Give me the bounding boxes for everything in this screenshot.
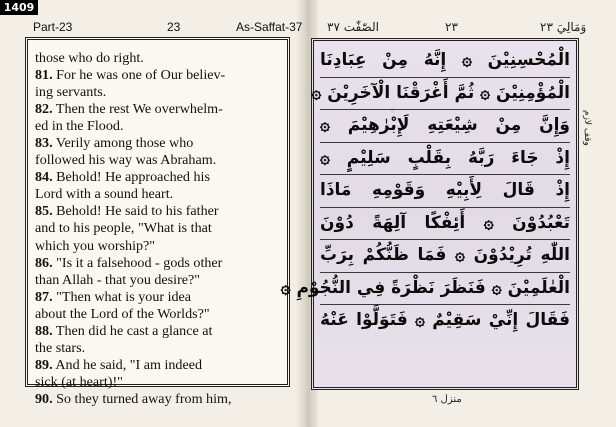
verse-number: 88. xyxy=(35,322,53,339)
translation-line xyxy=(35,67,282,84)
translation-line xyxy=(35,50,282,67)
translation-line xyxy=(35,220,282,237)
left-header-page-number: 23 xyxy=(167,20,181,34)
translation-line xyxy=(35,306,282,323)
arabic-line: الْمُؤْمِنِيْنَ ۞ ثُمَّ أَغْرَقْنَا الْآخَرِيْنَ ۞ xyxy=(320,78,570,111)
left-header-part: Part-23 xyxy=(33,20,73,34)
verse-text: "Then what is your idea xyxy=(52,288,192,305)
verse-text: which you worship?" xyxy=(35,237,156,254)
translation-line xyxy=(35,101,282,118)
right-header-part: وَمَالِيَ ٢٣ xyxy=(540,20,587,34)
translation-line xyxy=(35,374,282,391)
translation-line xyxy=(35,340,282,357)
verse-text: Lord with a sound heart. xyxy=(35,186,174,203)
verse-text: So they turned away from him, xyxy=(52,390,232,407)
verse-text: Then the rest We overwhelm- xyxy=(52,101,223,118)
translation-line xyxy=(35,272,282,289)
verse-text: the stars. xyxy=(35,339,86,356)
manzil-footer: منزل ٦ xyxy=(432,394,462,405)
arabic-line: الْعٰلَمِيْنَ ۞ فَنَظَرَ نَظْرَةً فِي النُّجُوْمِ ۞ xyxy=(320,273,570,306)
verse-text: than Allah - that you desire?" xyxy=(35,271,201,288)
translation-line xyxy=(35,323,282,340)
verse-number: 89. xyxy=(35,356,53,373)
margin-note: وقف لازم xyxy=(582,110,592,146)
translation-line xyxy=(35,118,282,135)
translation-line xyxy=(35,203,282,220)
verse-text: Verily among those who xyxy=(52,135,194,152)
translation-line xyxy=(35,135,282,152)
arabic-line: الْمُحْسِنِيْنَ ۞ إِنَّهُ مِنْ عِبَادِنَا xyxy=(320,45,570,78)
verse-text: And he said, "I am indeed xyxy=(52,356,203,373)
verse-text: sick (at heart)!" xyxy=(35,373,123,390)
arabic-text-frame xyxy=(280,38,579,390)
verse-number: 81. xyxy=(35,67,53,84)
translation-line xyxy=(35,391,282,408)
arabic-line: اللّٰهِ تُرِيْدُوْنَ ۞ فَمَا ظَنُّكُمْ بِرَبِّ xyxy=(320,240,570,273)
verse-text: and to his people, "What is that xyxy=(35,220,212,237)
verse-text: ing servants. xyxy=(35,84,107,101)
arabic-line: إِذْ جَاءَ رَبَّهُ بِقَلْبٍ سَلِيْمٍ ۞ xyxy=(320,143,570,176)
translation-line xyxy=(35,289,282,306)
translation-text xyxy=(35,50,282,408)
arabic-text-rows xyxy=(280,45,570,337)
verse-text: "Is it a falsehood - gods other xyxy=(52,254,223,271)
verse-number: 87. xyxy=(35,288,53,305)
left-header-surah: As-Saffat-37 xyxy=(236,20,303,34)
arabic-line: وَإِنَّ مِنْ شِيْعَتِهِ لَإِبْرٰهِيْمَ ۞ xyxy=(320,110,570,143)
verse-text: For he was one of Our believ- xyxy=(52,67,226,84)
translation-line xyxy=(35,186,282,203)
verse-text: followed his way was Abraham. xyxy=(35,152,217,169)
verse-text: ed in the Flood. xyxy=(35,118,124,135)
verse-number: 86. xyxy=(35,254,53,271)
translation-line xyxy=(35,238,282,255)
verse-text: Behold! He said to his father xyxy=(52,203,219,220)
translation-line xyxy=(35,84,282,101)
translation-line xyxy=(35,357,282,374)
translation-line xyxy=(35,255,282,272)
right-header-page-number: ٢٣ xyxy=(445,20,458,34)
verse-text: Behold! He approached his xyxy=(52,169,210,186)
translation-line xyxy=(35,169,282,186)
verse-number: 83. xyxy=(35,135,53,152)
arabic-line: إِذْ قَالَ لِأَبِيْهِ وَقَوْمِهِ مَاذَا xyxy=(320,175,570,208)
verse-number: 85. xyxy=(35,203,53,220)
translation-frame xyxy=(25,37,290,407)
verse-text: about the Lord of the Worlds?" xyxy=(35,305,210,322)
arabic-line: فَقَالَ إِنِّيْ سَقِيْمٌ ۞ فَتَوَلَّوْا عَنْهُ xyxy=(320,310,570,330)
verse-text: Then did he cast a glance at xyxy=(52,322,213,339)
verse-number: 82. xyxy=(35,101,53,118)
page-id-badge: 1409 xyxy=(0,0,38,15)
arabic-line: تَعْبُدُوْنَ ۞ أَئِفْكًا آلِهَةً دُوْنَ xyxy=(320,208,570,241)
verse-number: 84. xyxy=(35,169,53,186)
right-header-surah: الصّٰفّٰت ٣٧ xyxy=(327,20,379,34)
verse-text: those who do right. xyxy=(35,50,144,66)
verse-number: 90. xyxy=(35,390,53,407)
translation-line xyxy=(35,152,282,169)
